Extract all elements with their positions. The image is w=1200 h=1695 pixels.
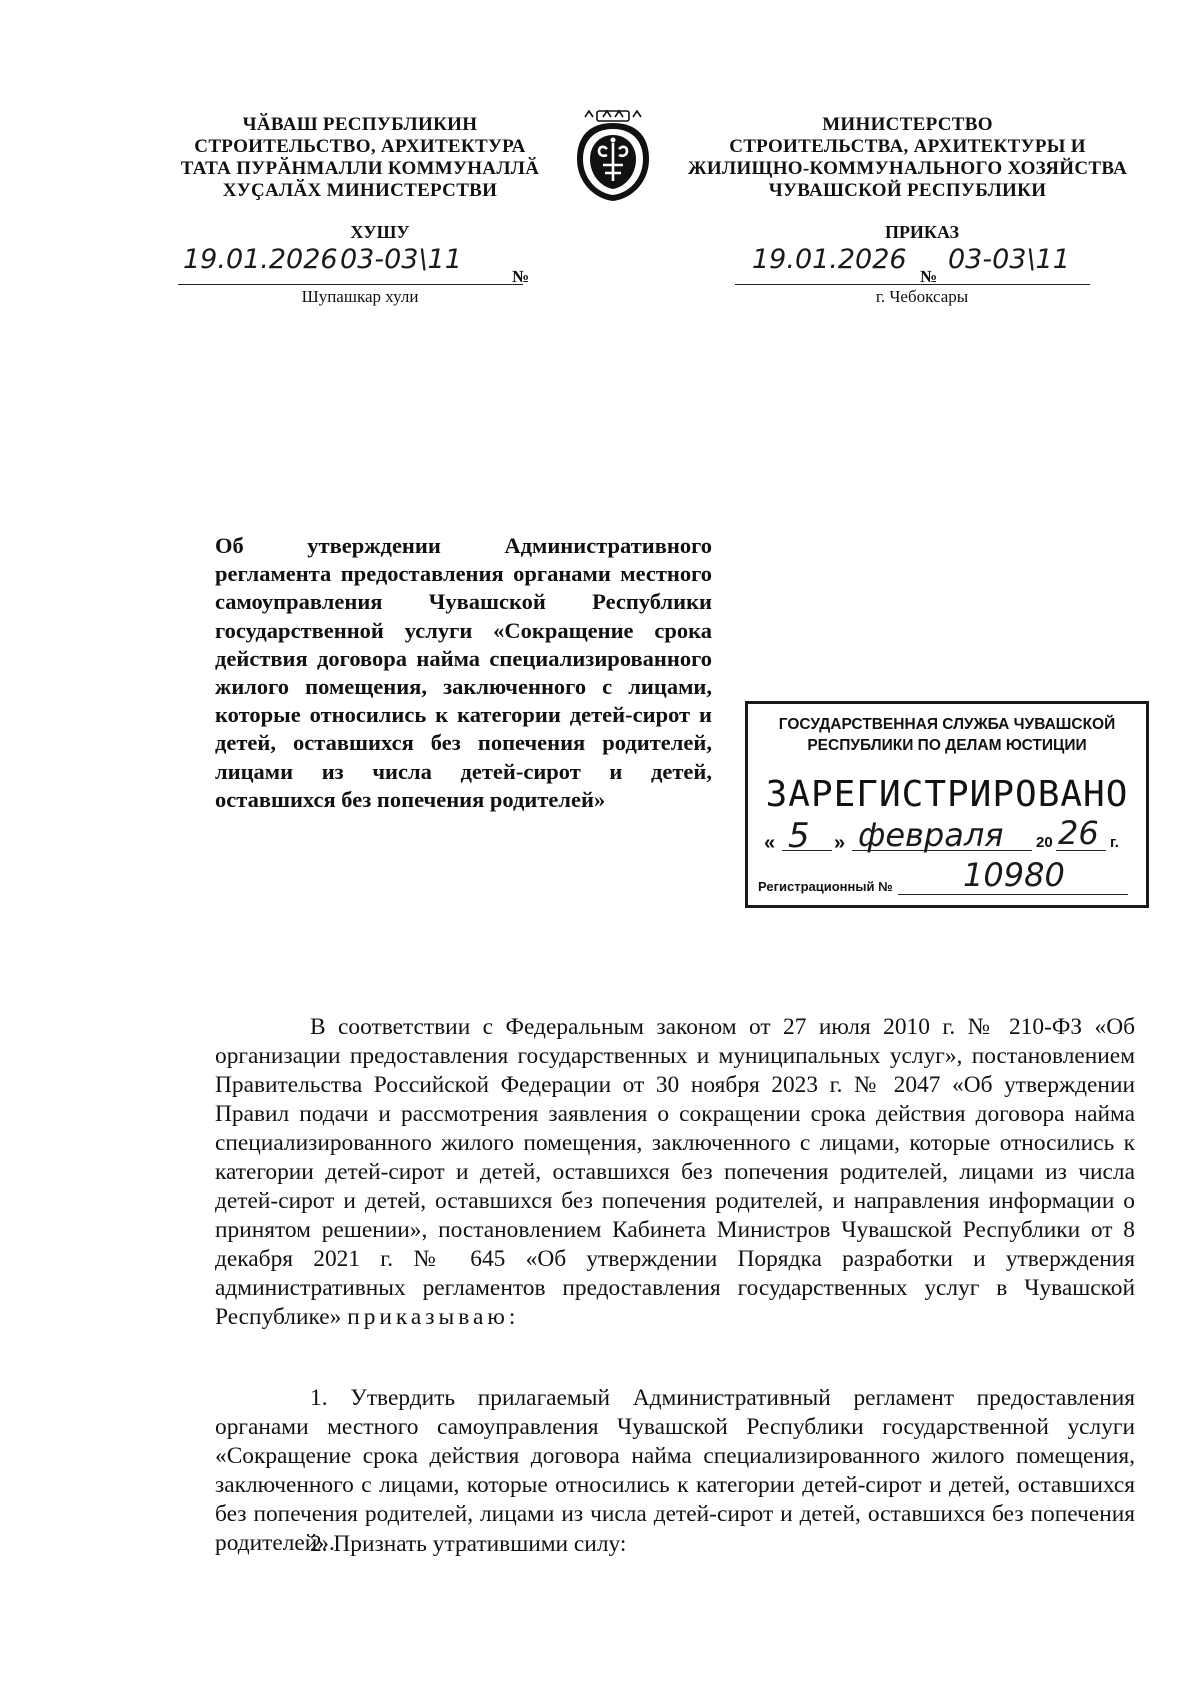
header-right-line: ЖИЛИЩНО-КОММУНАЛЬНОГО ХОЗЯЙСТВА: [687, 158, 1128, 179]
header-right-line: СТРОИТЕЛЬСТВА, АРХИТЕКТУРЫ И: [729, 136, 1086, 157]
stamp-year-underline: [1056, 850, 1106, 851]
stamp-org-line: ГОСУДАРСТВЕННАЯ СЛУЖБА ЧУВАШСКОЙ: [778, 716, 1116, 733]
stamp-reg-number-label: Регистрационный №: [758, 879, 893, 894]
right-place: г. Чебоксары: [875, 287, 969, 306]
stamp-year-prefix: 20: [1036, 834, 1053, 851]
header-left-line: ХУҪАЛӐХ МИНИСТЕРСТВИ: [222, 180, 498, 201]
stamp-day-handwritten: 5: [788, 816, 810, 856]
paragraph-item-2: 2. Признать утратившими силу:: [310, 1531, 627, 1557]
stamp-quote-close: »: [834, 832, 846, 854]
stamp-organization: [748, 714, 1146, 756]
left-number-sign: №: [512, 267, 530, 286]
stamp-year-mark: г.: [1110, 834, 1119, 851]
right-date-handwritten: 19.01.2026: [752, 244, 907, 275]
coat-of-arms-emblem: [573, 109, 653, 203]
left-date-underline: [178, 284, 523, 285]
right-date-underline: [735, 284, 1090, 285]
header-right-russian: [665, 114, 1150, 202]
paragraph-preamble: [215, 1013, 1135, 1332]
preamble-text: В соответствии с Федеральным законом от 27 июля 2010 г. № 210-ФЗ «Об организации предоставления государственных и муниципальных услуг», постановлением Правительства Российской Федерации от 30 ноября 2023 г. № 2047 «Об утверждении Правил подачи и рассмотрения заявления о сокращении срока действия договора найма специализированного жилого помещения, заключенного с лицами, которые относились к категории детей-сирот и детей, оставшихся без попечения родителей, лицами из числа детей-сирот и детей, оставшихся без попечения родителей, и направления информации о принятом решении», постановлением Кабинета Министров Чувашской Республики от 8 декабря 2021 г. № 645 «Об утверждении Порядка разработки и утверждения административных регламентов предоставления государственных услуг в Чувашской Республике»: [215, 1014, 1135, 1330]
doc-type-chuvash: ХУШУ: [350, 222, 410, 242]
order-word: приказываю:: [347, 1304, 520, 1330]
doc-type-russian: ПРИКАЗ: [884, 222, 960, 242]
stamp-org-line: РЕСПУБЛИКИ ПО ДЕЛАМ ЮСТИЦИИ: [807, 737, 1087, 754]
left-place: Шупашкар хули: [301, 287, 419, 306]
stamp-day-underline: [782, 850, 832, 851]
right-number-sign: №: [920, 267, 938, 286]
stamp-registered-label: ЗАРЕГИСТРИРОВАНО: [765, 774, 1129, 815]
stamp-reg-number-handwritten: 10980: [963, 856, 1065, 894]
header-left-chuvash: [150, 114, 570, 202]
header-right-line: ЧУВАШСКОЙ РЕСПУБЛИКИ: [768, 180, 1047, 201]
left-date-handwritten: 19.01.2026: [183, 244, 338, 275]
right-number-handwritten: 03-03\11: [948, 244, 1070, 275]
registration-stamp: [745, 701, 1149, 908]
header-left-line: ЧӐВАШ РЕСПУБЛИКИН: [242, 114, 478, 135]
stamp-month-underline: [852, 850, 1032, 851]
stamp-month-handwritten: февраля: [858, 816, 1004, 854]
document-title: Об утверждении Административного регламента предоставления органами местного самоуправления Чувашской Республики государственной услуги «Сокращение срока действия договора найма специализированного жилого помещения, заключенного с лицами, которые относились к категории детей-сирот и детей, оставшихся без попечения родителей, лицами из числа детей-сирот и детей, оставшихся без попечения родителей»: [215, 533, 712, 812]
stamp-year-handwritten: 26: [1058, 814, 1099, 852]
left-number-handwritten: 03-03\11: [340, 244, 462, 275]
stamp-reg-number-underline: [898, 894, 1128, 895]
paragraph-item-1: 1. Утвердить прилагаемый Административный регламент предоставления органами местного самоуправления Чувашской Республики государственной услуги «Сокращение срока действия договора найма специализированного жилого помещения, заключенного с лицами, которые относились к категории детей-сирот и детей, оставшихся без попечения родителей, лицами из числа детей-сирот и детей, оставшихся без попечения родителей».: [215, 1385, 1135, 1556]
header-left-line: СТРОИТЕЛЬСТВО, АРХИТЕКТУРА: [194, 136, 526, 157]
stamp-quote-open: «: [764, 832, 776, 854]
header-right-line: МИНИСТЕРСТВО: [822, 114, 993, 135]
header-left-line: ТАТА ПУРӐНМАЛЛИ КОММУНАЛЛӐ: [180, 158, 540, 179]
